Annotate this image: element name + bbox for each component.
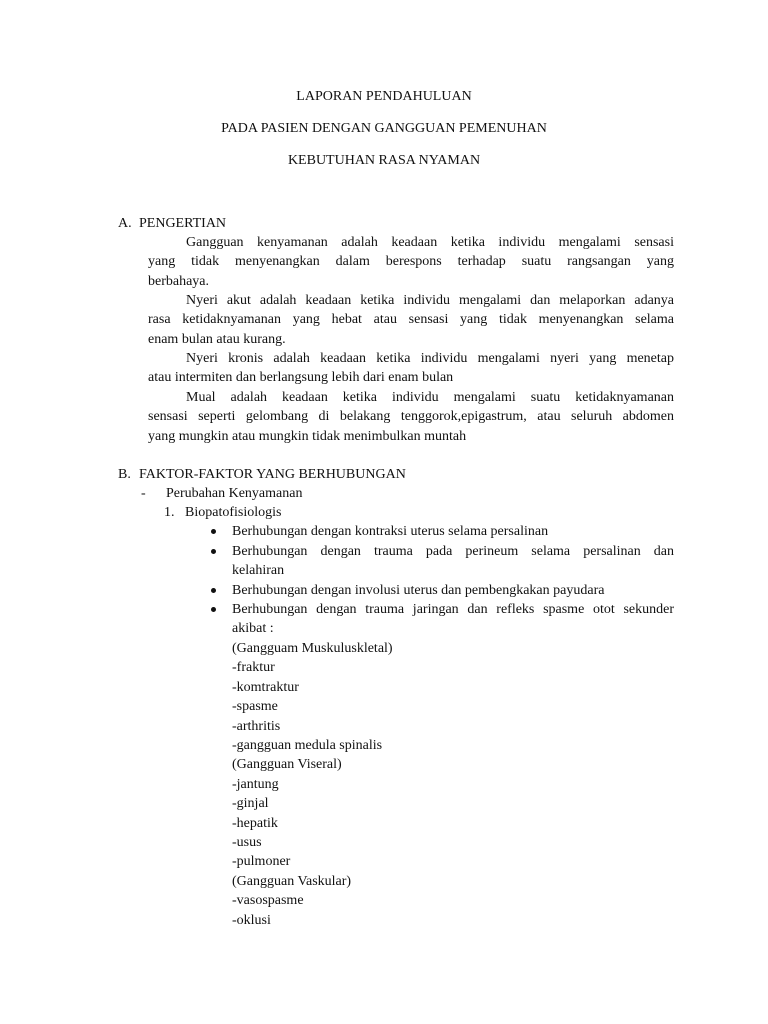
sub-heading: Perubahan Kenyamanan xyxy=(166,486,303,501)
list-item: (Gangguan Viseral) xyxy=(232,757,342,773)
paragraph-4-line-2: sensasi seperti gelombang di belakang tenggorok,epigastrum, atau seluruh abdomen xyxy=(148,409,674,425)
paragraph-1-line-2: yang tidak menyenangkan dalam berespons terhadap suatu rangsangan yang xyxy=(148,254,674,270)
bullet-2-line-2: kelahiran xyxy=(232,563,285,579)
list-item: -pulmoner xyxy=(232,854,291,870)
continuation-list xyxy=(232,639,674,930)
title-line-2: PADA PASIEN DENGAN GANGGUAN PEMENUHAN xyxy=(221,121,547,136)
bullet-3-line-1: Berhubungan dengan involusi uterus dan pembengkakan payudara xyxy=(232,583,605,598)
paragraph-2-line-2: rasa ketidaknyamanan yang hebat atau sensasi yang tidak menyenangkan selama xyxy=(148,312,674,328)
paragraph-3-line-2: atau intermiten dan berlangsung lebih dari enam bulan xyxy=(148,370,454,386)
title-line-3: KEBUTUHAN RASA NYAMAN xyxy=(287,153,481,168)
section-b-marker: B. xyxy=(118,467,131,482)
bullet-item-1 xyxy=(232,522,674,541)
list-item: -gangguan medula spinalis xyxy=(232,738,383,754)
bullet-4-line-2: akibat : xyxy=(232,621,274,637)
list-item: -usus xyxy=(232,835,262,851)
bullet-item-3 xyxy=(232,581,674,600)
bullet-item-4 xyxy=(232,600,674,639)
section-a-heading: PENGERTIAN xyxy=(139,216,227,231)
list-item: (Gangguam Muskuluskletal) xyxy=(232,641,393,656)
bullet-dot xyxy=(211,549,216,554)
paragraph-3 xyxy=(148,349,674,388)
list-item: -arthritis xyxy=(232,718,281,734)
sub-heading-dash: - xyxy=(141,486,146,501)
paragraph-4-first-line: Mual adalah keadaan ketika individu mengalami suatu ketidaknyamanan xyxy=(186,390,674,405)
list-item: -vasospasme xyxy=(232,893,304,909)
paragraph-1-line-3: berbahaya. xyxy=(148,273,210,289)
item-number: 1. xyxy=(164,505,175,520)
list-item: -ginjal xyxy=(232,796,269,812)
paragraph-2 xyxy=(148,291,674,349)
list-item: -fraktur xyxy=(232,660,275,676)
section-a-marker: A. xyxy=(118,216,132,231)
paragraph-4-line-3: yang mungkin atau mungkin tidak menimbulkan muntah xyxy=(148,428,467,444)
list-item: -oklusi xyxy=(232,912,271,928)
paragraph-1-first-line: Gangguan kenyamanan adalah keadaan ketika individu mengalami sensasi xyxy=(186,235,674,250)
bullet-dot xyxy=(211,529,216,534)
section-b-heading: FAKTOR-FAKTOR YANG BERHUBUNGAN xyxy=(139,467,406,482)
bullet-item-2 xyxy=(232,542,674,581)
list-item: -hepatik xyxy=(232,815,278,831)
bullet-dot xyxy=(211,588,216,593)
bullet-dot xyxy=(211,607,216,612)
paragraph-3-first-line: Nyeri kronis adalah keadaan ketika individu mengalami nyeri yang menetap xyxy=(186,351,674,366)
list-item: (Gangguan Vaskular) xyxy=(232,873,352,889)
paragraph-2-line-3: enam bulan atau kurang. xyxy=(148,331,286,347)
bullet-2-line-1: Berhubungan dengan trauma pada perineum selama persalinan dan xyxy=(232,544,674,559)
list-item: -spasme xyxy=(232,699,278,715)
paragraph-1 xyxy=(148,233,674,291)
list-item: -jantung xyxy=(232,776,279,792)
bullet-1-line-1: Berhubungan dengan kontraksi uterus selama persalinan xyxy=(232,524,549,539)
list-item: -komtraktur xyxy=(232,679,299,695)
paragraph-4 xyxy=(148,388,674,446)
item-label: Biopatofisiologis xyxy=(185,505,282,520)
bullet-4-line-1: Berhubungan dengan trauma jaringan dan refleks spasme otot sekunder xyxy=(232,602,674,617)
title-line-1: LAPORAN PENDAHULUAN xyxy=(296,89,472,104)
paragraph-2-first-line: Nyeri akut adalah keadaan ketika individu mengalami dan melaporkan adanya xyxy=(186,293,674,308)
